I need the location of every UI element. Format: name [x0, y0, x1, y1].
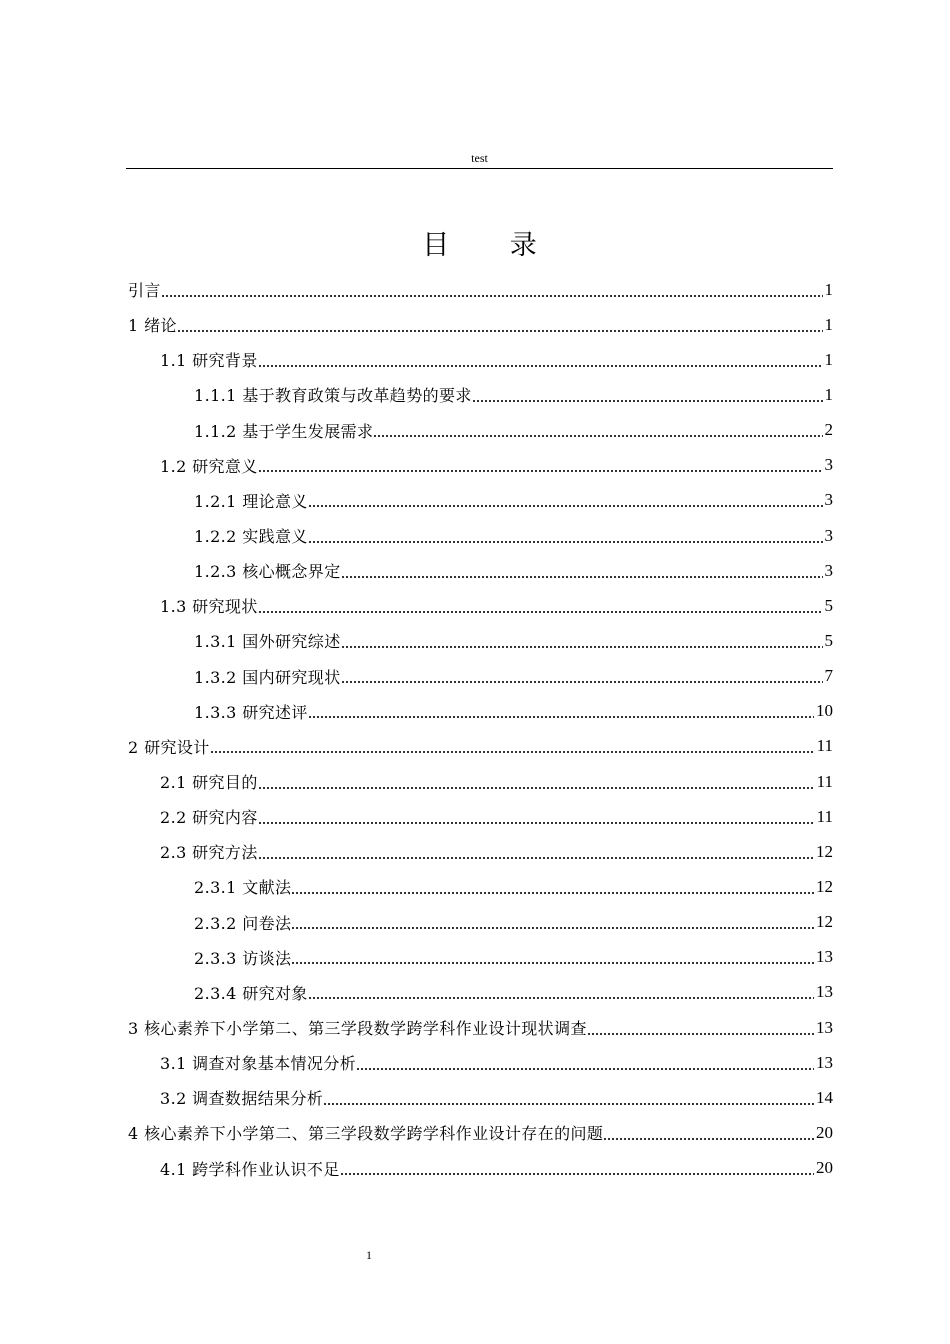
toc-entry-page: 3: [824, 455, 833, 475]
toc-entry[interactable]: [126, 553, 833, 588]
toc-entry-label: 2.1 研究目的: [160, 773, 258, 793]
toc-entry-label: 1.3.3 研究述评: [194, 702, 308, 722]
toc-entry-label: 1.1.2 基于学生发展需求: [194, 421, 374, 441]
toc-dot-leader: [162, 286, 823, 298]
toc-entry-label: 1.1 研究背景: [160, 351, 258, 371]
toc-dot-leader: [342, 672, 823, 684]
toc-entry-label: 1.2.1 理论意义: [194, 491, 308, 511]
toc-entry-label: 2.3.4 研究对象: [194, 983, 308, 1003]
toc-entry-label: 1.2 研究意义: [160, 456, 258, 476]
toc-dot-leader: [259, 848, 814, 860]
toc-entry[interactable]: [126, 1080, 833, 1115]
toc-entry-label: 4.1 跨学科作业认识不足: [160, 1159, 340, 1179]
toc-entry[interactable]: [126, 448, 833, 483]
toc-dot-leader: [309, 496, 823, 508]
toc-entry[interactable]: [126, 869, 833, 904]
toc-entry-page: 10: [816, 701, 833, 721]
toc-entry-page: 5: [824, 630, 833, 650]
toc-dot-leader: [604, 1129, 814, 1141]
toc-entry-label: 1.3 研究现状: [160, 597, 258, 617]
toc-entry[interactable]: [126, 307, 833, 342]
toc-entry[interactable]: [126, 1010, 833, 1045]
toc-dot-leader: [309, 532, 823, 544]
toc-entry-label: 3 核心素养下小学第二、第三学段数学跨学科作业设计现状调查: [128, 1019, 587, 1039]
table-of-contents: [126, 272, 833, 1186]
toc-entry-page: 12: [816, 912, 833, 932]
page-number: 1: [366, 1248, 372, 1262]
toc-dot-leader: [324, 1094, 814, 1106]
toc-entry-page: 1: [824, 349, 833, 369]
toc-entry[interactable]: [126, 905, 833, 940]
toc-entry[interactable]: [126, 623, 833, 658]
toc-entry-label: 3.2 调查数据结果分析: [160, 1089, 324, 1109]
toc-entry-page: 11: [816, 771, 833, 791]
toc-dot-leader: [473, 391, 823, 403]
toc-dot-leader: [259, 461, 823, 473]
toc-dot-leader: [259, 602, 823, 614]
toc-dot-leader: [309, 707, 814, 719]
toc-entry-page: 1: [824, 314, 833, 334]
toc-entry-page: 13: [816, 1052, 833, 1072]
toc-dot-leader: [342, 637, 823, 649]
toc-entry[interactable]: [126, 975, 833, 1010]
toc-entry[interactable]: [126, 272, 833, 307]
toc-dot-leader: [292, 918, 814, 930]
toc-entry-label: 1 绪论: [128, 316, 177, 336]
toc-entry-label: 2.2 研究内容: [160, 808, 258, 828]
toc-entry-page: 3: [824, 525, 833, 545]
toc-entry-page: 1: [824, 384, 833, 404]
toc-entry[interactable]: [126, 729, 833, 764]
toc-entry-label: 1.2.3 核心概念界定: [194, 562, 341, 582]
toc-entry-label: 1.1.1 基于教育政策与改革趋势的要求: [194, 386, 472, 406]
toc-entry[interactable]: [126, 1151, 833, 1186]
toc-entry-label: 2.3 研究方法: [160, 843, 258, 863]
toc-entry[interactable]: [126, 588, 833, 623]
toc-entry[interactable]: [126, 483, 833, 518]
toc-entry-page: 7: [824, 666, 833, 686]
toc-entry[interactable]: [126, 834, 833, 869]
toc-entry-page: 12: [816, 841, 833, 861]
toc-dot-leader: [259, 778, 815, 790]
toc-entry-page: 14: [816, 1087, 833, 1107]
toc-entry[interactable]: [126, 694, 833, 729]
toc-entry[interactable]: [126, 940, 833, 975]
toc-entry-page: 1: [824, 279, 833, 299]
toc-entry[interactable]: [126, 799, 833, 834]
toc-dot-leader: [341, 1164, 814, 1176]
toc-entry-label: 引言: [128, 281, 161, 301]
toc-dot-leader: [309, 988, 814, 1000]
toc-dot-leader: [292, 883, 814, 895]
toc-entry-label: 1.2.2 实践意义: [194, 527, 308, 547]
toc-entry-page: 3: [824, 490, 833, 510]
toc-entry-label: 3.1 调查对象基本情况分析: [160, 1054, 357, 1074]
toc-entry-label: 1.3.2 国内研究现状: [194, 667, 341, 687]
toc-entry[interactable]: [126, 659, 833, 694]
toc-dot-leader: [357, 1059, 814, 1071]
toc-entry-page: 11: [816, 806, 833, 826]
page-header: [126, 150, 833, 169]
toc-entry-page: 2: [824, 420, 833, 440]
toc-entry-label: 1.3.1 国外研究综述: [194, 632, 341, 652]
toc-dot-leader: [178, 321, 823, 333]
toc-entry-label: 2.3.1 文献法: [194, 878, 292, 898]
toc-entry-page: 20: [816, 1158, 833, 1178]
toc-title: 目 录: [422, 230, 563, 261]
toc-dot-leader: [374, 426, 822, 438]
header-text: test: [471, 151, 488, 165]
toc-entry-page: 13: [816, 947, 833, 967]
toc-entry-label: 2.3.2 问卷法: [194, 913, 292, 933]
toc-entry[interactable]: [126, 1045, 833, 1080]
toc-entry-page: 12: [816, 876, 833, 896]
toc-dot-leader: [588, 1024, 814, 1036]
toc-dot-leader: [259, 813, 815, 825]
toc-dot-leader: [292, 953, 814, 965]
toc-entry-label: 2.3.3 访谈法: [194, 948, 292, 968]
toc-entry-label: 2 研究设计: [128, 737, 210, 757]
toc-entry[interactable]: [126, 342, 833, 377]
toc-entry-page: 20: [816, 1122, 833, 1142]
toc-entry-page: 3: [824, 560, 833, 580]
toc-entry-page: 13: [816, 1017, 833, 1037]
toc-entry[interactable]: [126, 518, 833, 553]
toc-entry-label: 4 核心素养下小学第二、第三学段数学跨学科作业设计存在的问题: [128, 1124, 604, 1144]
toc-entry[interactable]: [126, 377, 833, 412]
toc-entry-page: 11: [816, 736, 833, 756]
toc-entry[interactable]: [126, 764, 833, 799]
toc-entry[interactable]: [126, 413, 833, 448]
toc-dot-leader: [211, 742, 815, 754]
toc-dot-leader: [259, 356, 823, 368]
toc-entry[interactable]: [126, 1115, 833, 1150]
toc-dot-leader: [342, 567, 823, 579]
toc-entry-page: 5: [824, 595, 833, 615]
toc-entry-page: 13: [816, 982, 833, 1002]
